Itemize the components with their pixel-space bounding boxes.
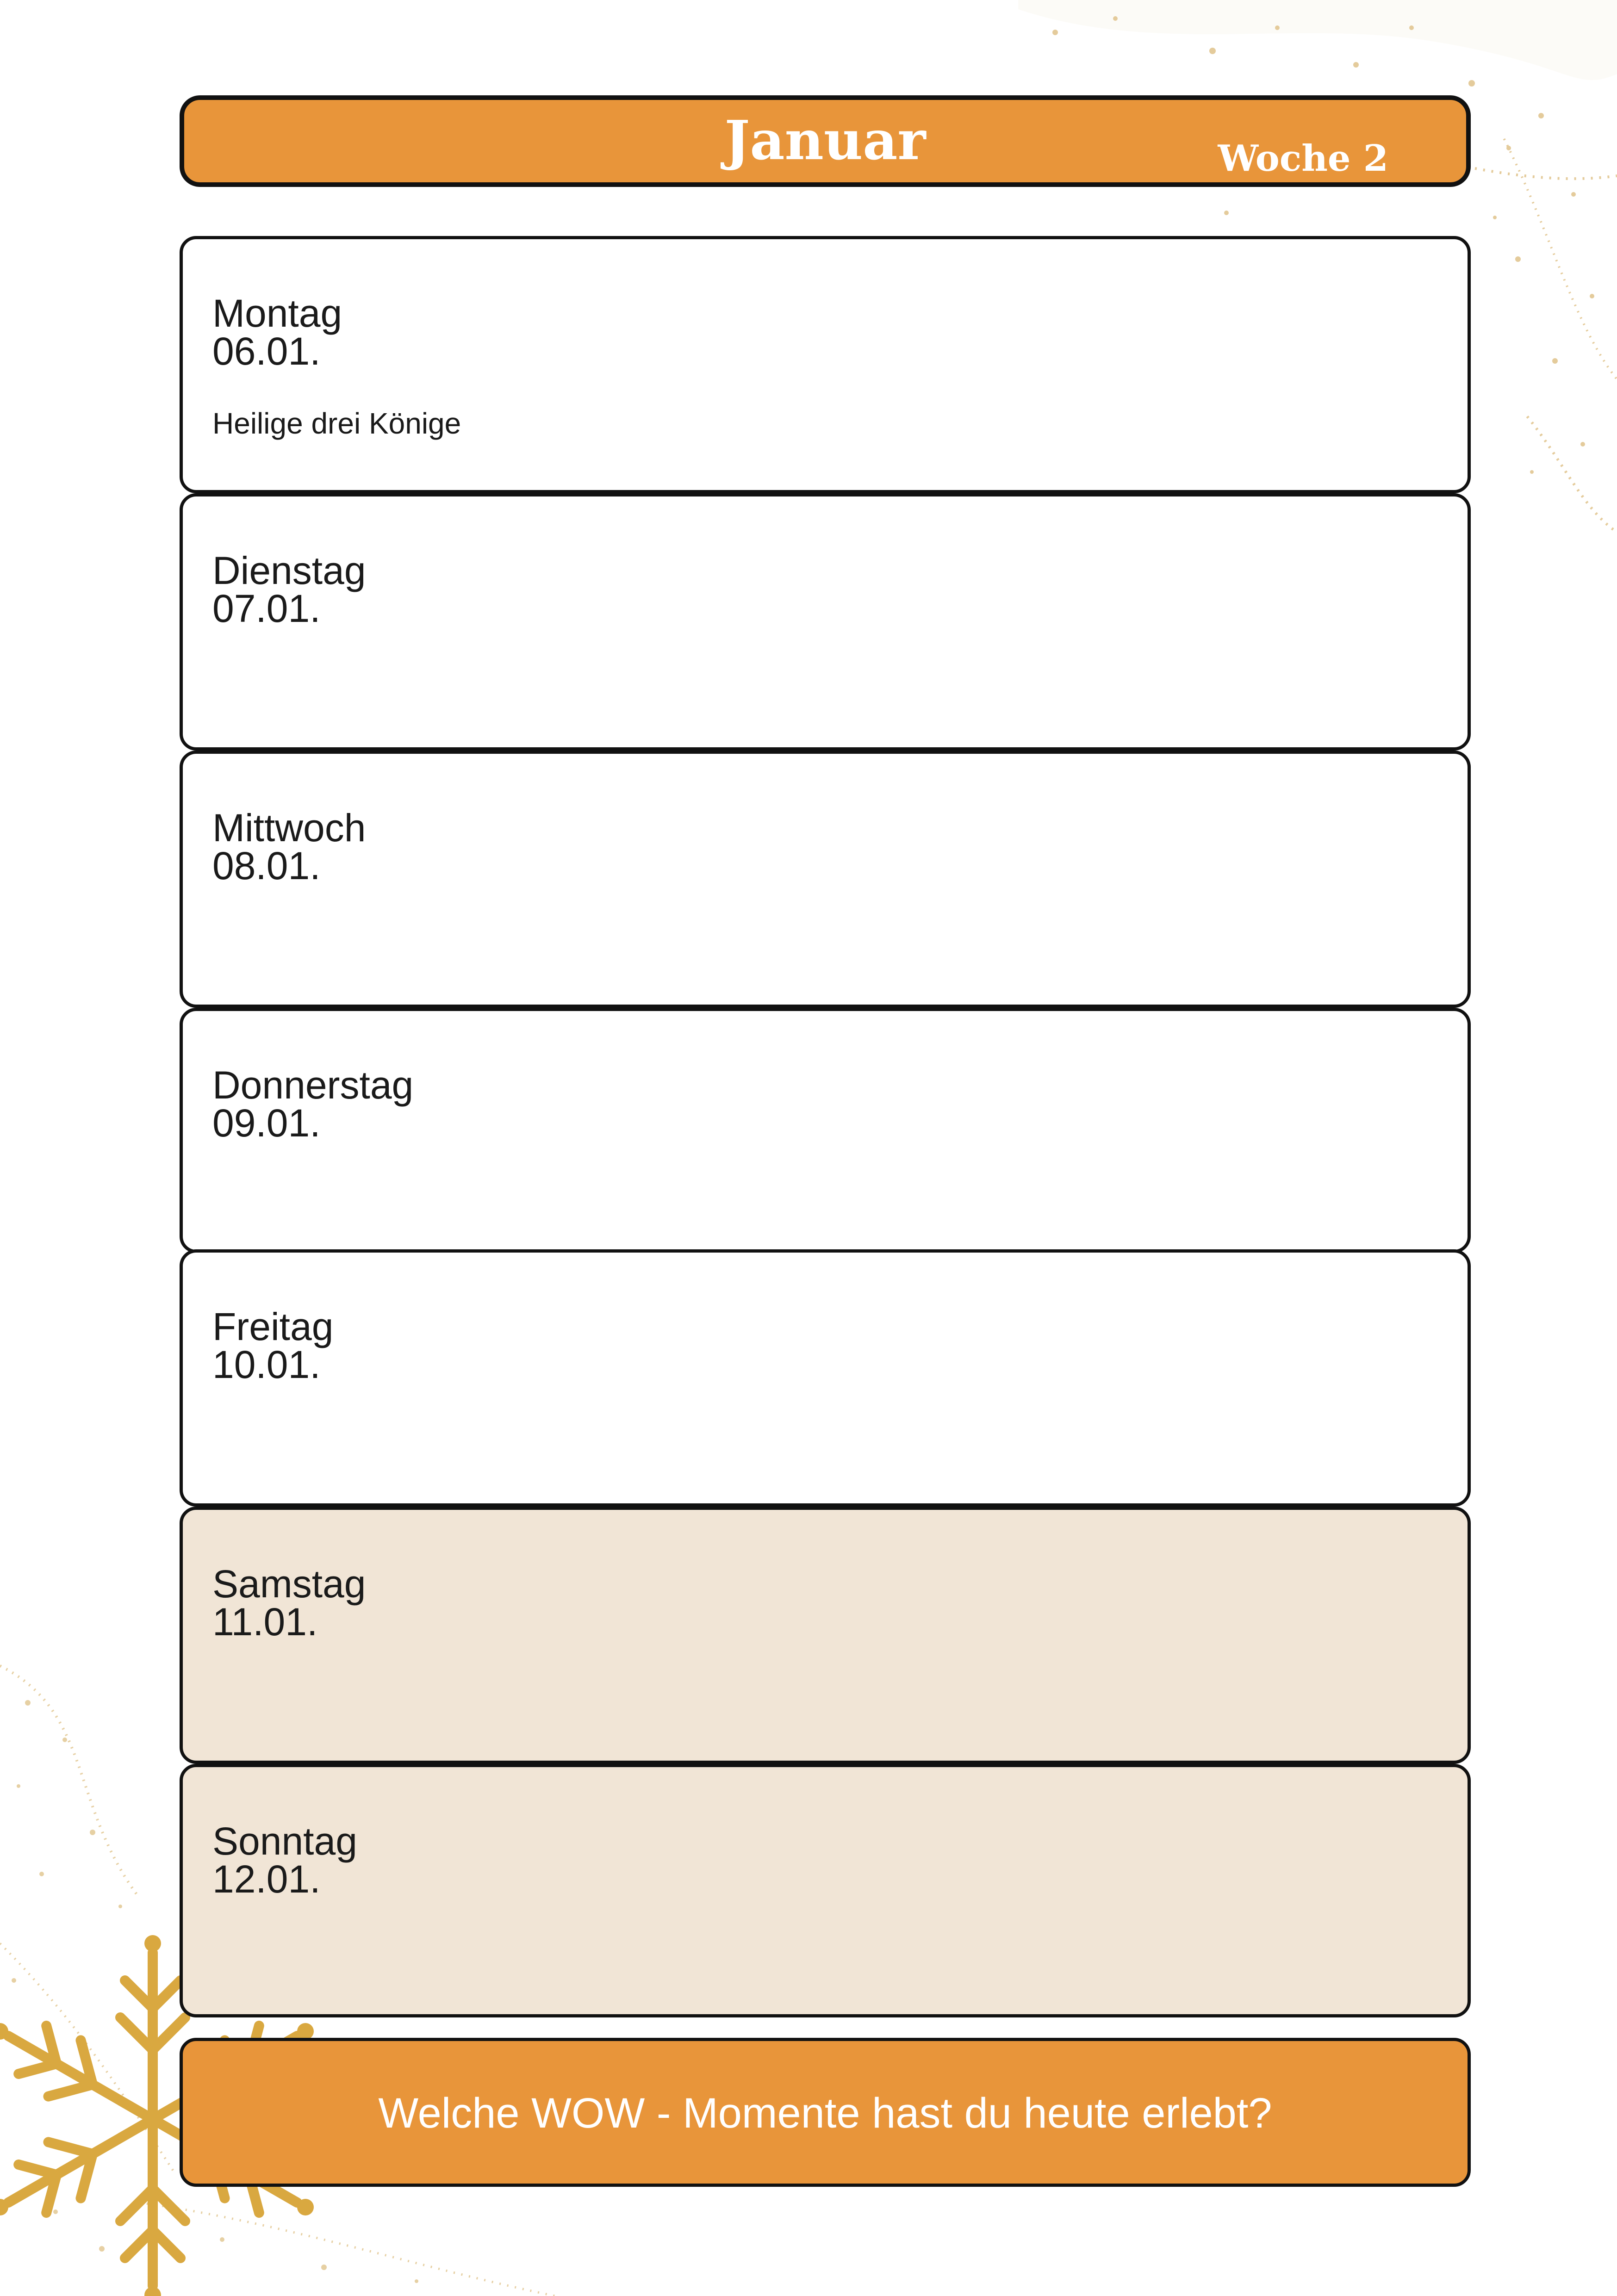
day-date: 12.01. bbox=[212, 1857, 321, 1901]
day-box-thursday[interactable] bbox=[180, 1008, 1471, 1253]
wow-moments-box[interactable] bbox=[180, 2038, 1471, 2187]
day-box-tuesday[interactable] bbox=[180, 493, 1471, 751]
day-name: Dienstag bbox=[212, 549, 366, 592]
day-name: Samstag bbox=[212, 1562, 366, 1606]
day-date: 06.01. bbox=[212, 329, 321, 373]
day-box-sunday[interactable] bbox=[180, 1764, 1471, 2017]
day-box-wednesday[interactable] bbox=[180, 751, 1471, 1008]
wow-moments-prompt: Welche WOW - Momente hast du heute erlebt? bbox=[378, 2090, 1272, 2137]
day-box-friday[interactable] bbox=[180, 1249, 1471, 1507]
month-title: Januar bbox=[724, 109, 926, 172]
day-date: 10.01. bbox=[212, 1343, 321, 1386]
day-name: Montag bbox=[212, 292, 342, 335]
day-note: Heilige drei Könige bbox=[212, 407, 461, 440]
day-name: Freitag bbox=[212, 1305, 334, 1348]
day-box-monday[interactable] bbox=[180, 236, 1471, 493]
day-name: Sonntag bbox=[212, 1819, 357, 1863]
day-date: 11.01. bbox=[212, 1600, 318, 1644]
day-box-saturday[interactable] bbox=[180, 1507, 1471, 1764]
day-name: Donnerstag bbox=[212, 1063, 414, 1107]
day-date: 08.01. bbox=[212, 844, 321, 887]
day-date: 07.01. bbox=[212, 587, 321, 630]
day-date: 09.01. bbox=[212, 1101, 321, 1145]
day-name: Mittwoch bbox=[212, 806, 366, 850]
month-header bbox=[180, 95, 1471, 187]
week-label: Woche 2 bbox=[1218, 137, 1388, 180]
